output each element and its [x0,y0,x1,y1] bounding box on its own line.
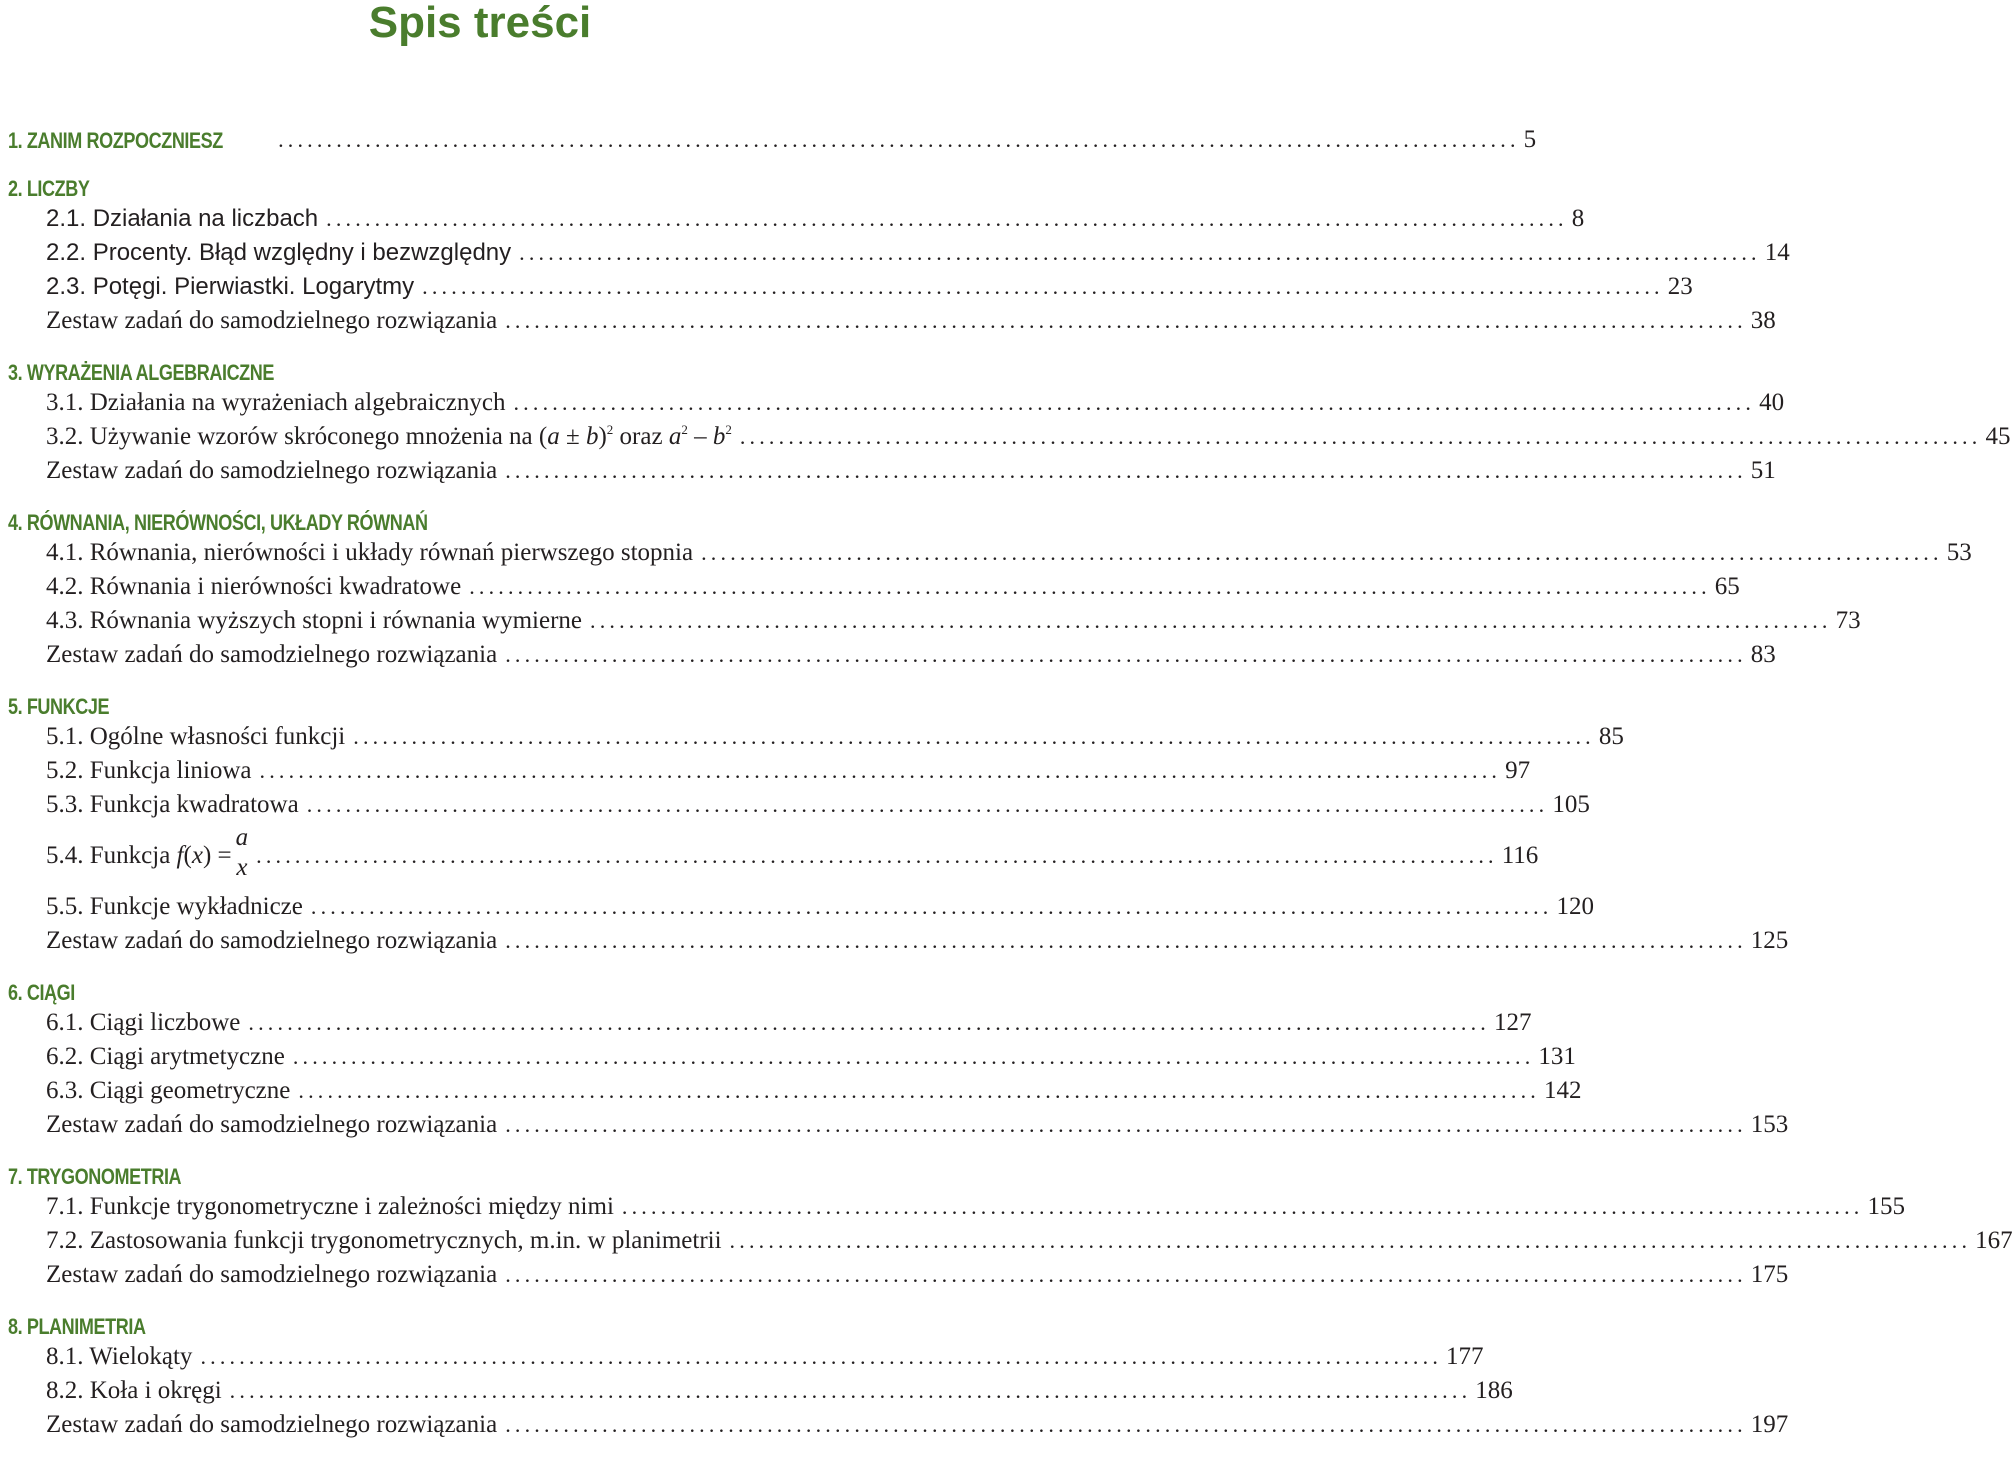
page-number: 153 [1750,1111,1789,1138]
page-number: 177 [1446,1343,1484,1370]
page-number: 65 [1714,573,1740,600]
toc-entry[interactable] [46,1374,1513,1408]
chapter-7 [0,1156,2013,1292]
page-number: 53 [1946,539,1972,566]
entry-label: 5.5. Funkcje wykładnicze [46,893,303,920]
page-number: 73 [1835,607,1861,634]
page-number: 155 [1867,1193,1905,1220]
func-f: f [176,842,184,869]
page-number: 127 [1494,1009,1532,1036]
table-of-contents [0,118,2013,1442]
entry-label: Zestaw zadań do samodzielnego rozwiązania [46,1111,498,1138]
page-number: 45 [1985,423,2011,450]
page-title: Spis treści [368,0,592,47]
page-number: 175 [1750,1261,1789,1288]
toc-entry[interactable] [46,924,1789,958]
toc-entry[interactable] [46,1040,1576,1074]
page-number: 14 [1764,239,1790,266]
entry-label: 6.2. Ciągi arytmetyczne [46,1043,285,1070]
entry-label: 2.1. Działania na liczbach [46,205,319,232]
entry-label: 6.1. Ciągi liczbowe [46,1009,241,1036]
page-number: 23 [1667,273,1693,300]
chapter-heading [8,1306,960,1340]
entry-label [46,822,248,890]
minus-sign: – [687,423,713,450]
dot-leader: ................................................................................................................................ [621,1194,1864,1219]
toc-entry[interactable] [46,270,1693,304]
dot-leader: ................................................................................................................................ [505,928,1747,953]
page-number: 197 [1750,1411,1789,1438]
chapter-title: 4. RÓWNANIA, NIERÓWNOŚCI, UKŁADY RÓWNAŃ [8,510,428,535]
toc-entry[interactable] [46,202,1585,236]
dot-leader: ................................................................................................................................ [505,1262,1747,1287]
dot-leader: ................................................................................................................................ [200,1344,1443,1369]
entry-label: 7.1. Funkcje trygonometryczne i zależności między nimi [46,1193,614,1220]
toc-entry[interactable] [46,638,1776,672]
open-paren: ( [183,842,192,869]
chapter-6 [0,972,1789,1142]
chapter-heading [8,502,960,536]
dot-leader: ................................................................................................................................ [248,1010,1491,1035]
toc-entry[interactable] [46,604,1861,638]
dot-leader: ................................................................................................................................ [353,724,1595,749]
page-number: 131 [1538,1043,1576,1070]
toc-entry[interactable] [46,304,1776,338]
dot-leader: ................................................................................................................................ [519,240,1761,265]
toc-entry[interactable] [46,1224,2013,1258]
exponent: 2 [725,422,732,437]
entry-label: 3.1. Działania na wyrażeniach algebraicznych [46,389,506,416]
page-number: 85 [1598,723,1624,750]
entry-label: 8.1. Wielokąty [46,1343,193,1370]
exponent: 2 [681,422,688,437]
dot-leader: ................................................................................................................................ [298,1078,1540,1103]
chapter-title: 5. FUNKCJE [8,694,110,719]
dot-leader: ................................................................................................................................ [292,1044,1535,1069]
entry-label: 5.3. Funkcja kwadratowa [46,791,299,818]
var-a: a [668,423,682,450]
toc-entry[interactable] [46,720,1624,754]
exponent: 2 [606,422,614,437]
chapter-8 [0,1306,1789,1442]
page-number: 5 [1523,126,1536,153]
toc-entry[interactable] [46,236,1790,270]
entry-label: Zestaw zadań do samodzielnego rozwiązania [46,927,498,954]
dot-leader: ................................................................................................................................ [310,894,1553,919]
dot-leader: ................................................................................................................................ [739,424,1982,449]
toc-entry[interactable] [46,1408,1789,1442]
entry-label: 8.2. Koła i okręgi [46,1377,222,1404]
dot-leader: ................................................................................................................................ [278,127,1520,152]
fraction-numerator: a [235,824,249,852]
toc-entry[interactable] [46,1190,1905,1224]
var-a: a [547,423,560,450]
entry-label [46,420,732,454]
plus-minus: ± [559,423,586,450]
chapter-1 [0,118,1536,154]
var-x: x [191,842,203,869]
dot-leader: ................................................................................................................................ [469,574,1711,599]
entry-label: 4.3. Równania wyższych stopni i równania wymierne [46,607,582,634]
dot-leader: ................................................................................................................................ [422,274,1664,299]
dot-leader: ................................................................................................................................ [306,792,1549,817]
page-number: 142 [1543,1077,1582,1104]
entry-label: 5.1. Ogólne własności funkcji [46,723,346,750]
chapter-heading [8,352,960,386]
toc-entry[interactable] [46,454,1776,488]
dot-leader: ................................................................................................................................ [505,458,1747,483]
page-number: 40 [1759,389,1785,416]
var-b: b [585,423,599,450]
dot-leader: ................................................................................................................................ [513,390,1756,415]
entry-label: 5.2. Funkcja liniowa [46,757,252,784]
close-paren: ) [598,423,607,450]
entry-label: Zestaw zadań do samodzielnego rozwiązania [46,307,498,334]
entry-label: 4.1. Równania, nierówności i układy równań pierwszego stopnia [46,539,694,566]
chapter-4 [0,502,1972,672]
toc-entry[interactable] [46,788,1590,822]
page-number: 186 [1475,1377,1513,1404]
dot-leader: ................................................................................................................................ [505,1412,1747,1437]
dot-leader: ................................................................................................................................ [326,206,1568,231]
entry-label: Zestaw zadań do samodzielnego rozwiązania [46,641,498,668]
entry-label: 7.2. Zastosowania funkcji trygonometrycznych, m.in. w planimetrii [46,1227,722,1254]
page-number: 38 [1750,307,1776,334]
toc-entry[interactable] [46,1340,1484,1374]
toc-entry[interactable] [46,570,1740,604]
label-text: oraz [613,423,669,450]
chapter-title: 2. LICZBY [8,176,90,201]
page-number: 97 [1505,757,1531,784]
dot-leader: ................................................................................................................................ [701,540,1943,565]
toc-entry[interactable] [46,822,1539,890]
label-text: 3.2. Używanie wzorów skróconego mnożenia na ( [46,423,548,450]
page-number: 120 [1556,893,1594,920]
dot-leader: ................................................................................................................................ [505,308,1747,333]
dot-leader: ................................................................................................................................ [729,1228,1972,1253]
entry-label: Zestaw zadań do samodzielnego rozwiązania [46,1411,498,1438]
toc-entry[interactable] [46,754,1531,788]
chapter-title: 1. ZANIM ROZPOCZNIESZ [8,128,223,153]
dot-leader: ................................................................................................................................ [229,1378,1472,1403]
entry-label: 2.3. Potęgi. Pierwiastki. Logarytmy [46,273,415,300]
page-number: 125 [1750,927,1789,954]
page-number: 8 [1571,205,1585,232]
toc-entry[interactable] [46,1006,1532,1040]
chapter-heading [8,1156,960,1190]
var-b: b [712,423,726,450]
page-number: 167 [1975,1227,2013,1254]
page-number: 116 [1501,842,1539,869]
entry-label: Zestaw zadań do samodzielnego rozwiązania [46,1261,498,1288]
entry-label: 4.2. Równania i nierówności kwadratowe [46,573,462,600]
chapter-title: 3. WYRAŻENIA ALGEBRAICZNE [8,360,275,385]
toc-entry[interactable] [46,1108,1789,1142]
fraction [236,823,249,883]
chapter-2 [0,168,1790,338]
dot-leader: ................................................................................................................................ [259,758,1502,783]
label-text: 5.4. Funkcja [46,842,177,869]
chapter-heading [8,686,960,720]
toc-entry[interactable] [46,420,2011,454]
toc-entry[interactable] [46,1074,1582,1108]
chapter-title: 6. CIĄGI [8,980,75,1005]
entry-label: 2.2. Procenty. Błąd względny i bezwzględny [46,239,512,266]
chapter-heading[interactable] [8,118,1536,154]
page-number: 83 [1750,641,1776,668]
toc-entry[interactable] [46,1258,1789,1292]
dot-leader: ................................................................................................................................ [256,843,1498,868]
chapter-heading [8,972,960,1006]
chapter-5 [0,686,1789,958]
chapter-title: 8. PLANIMETRIA [8,1314,146,1339]
toc-entry[interactable] [46,536,1972,570]
fraction-denominator: x [236,854,248,882]
close-paren-equals: ) = [202,842,232,869]
toc-entry[interactable] [46,890,1594,924]
dot-leader: ................................................................................................................................ [505,642,1747,667]
dot-leader: ................................................................................................................................ [590,608,1832,633]
chapter-3 [0,352,2011,488]
entry-label: Zestaw zadań do samodzielnego rozwiązania [46,457,498,484]
page-number: 105 [1552,791,1590,818]
dot-leader: ................................................................................................................................ [505,1112,1747,1137]
chapter-title: 7. TRYGONOMETRIA [8,1164,182,1189]
entry-label: 6.3. Ciągi geometryczne [46,1077,291,1104]
page-number: 51 [1750,457,1776,484]
chapter-heading [8,168,960,202]
toc-entry[interactable] [46,386,1785,420]
